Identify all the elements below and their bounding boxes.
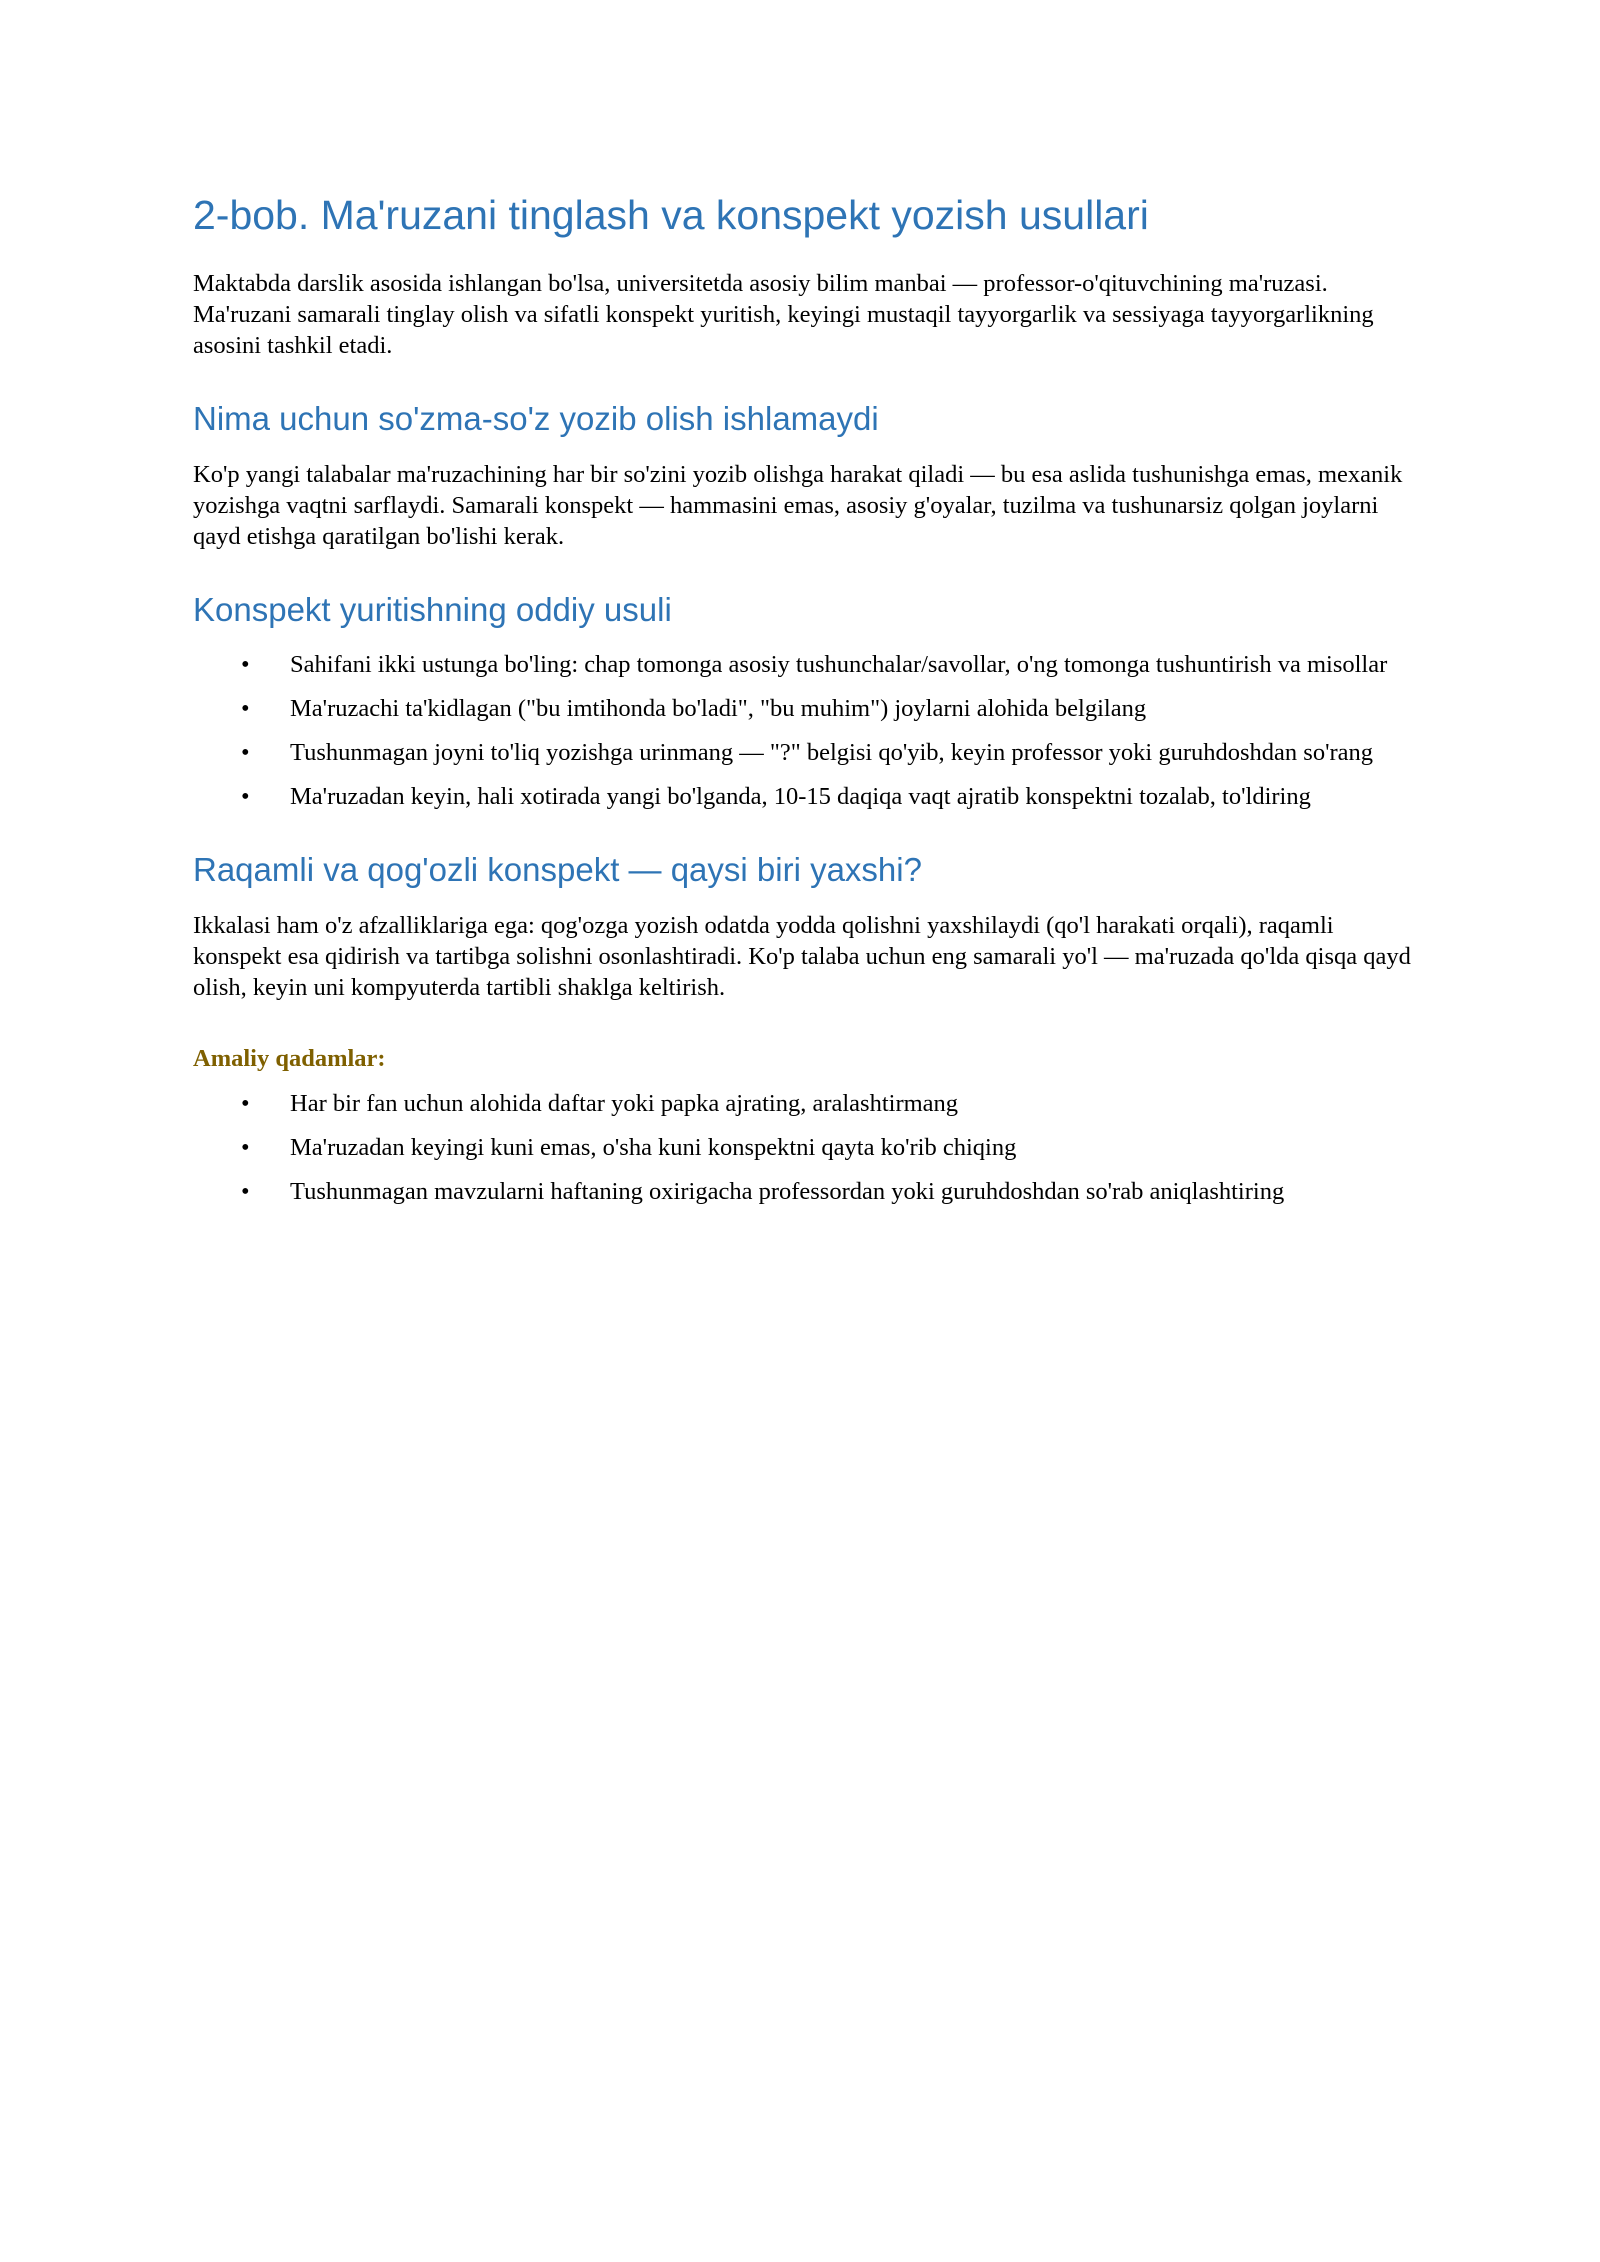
bullet-icon: •: [241, 1133, 250, 1161]
list-item: • Ma'ruzachi ta'kidlagan ("bu imtihonda bo'ladi", "bu muhim") joylarni alohida belgilang: [241, 695, 1147, 723]
section-heading-1: Nima uchun so'zma-so'z yozib olish ishlamaydi: [193, 400, 879, 438]
practical-steps-list: [193, 1088, 1413, 1207]
bullet-icon: •: [241, 695, 250, 723]
list-item: • Tushunmagan mavzularni haftaning oxirigacha professordan yoki guruhdoshdan so'rab aniqlashtiring: [241, 1177, 1285, 1205]
section-1-paragraph: Ko'p yangi talabalar ma'ruzachining har bir so'zini yozib olishga harakat qiladi — bu esa aslida tushunishga emas, mexanik yozishga vaqtni sarflaydi. Samarali konspekt — hammasini emas, asosiy g'oyalar, tuzilma va tushunarsiz qolgan joylarni qayd etishga qaratilgan bo'lishi kerak.: [193, 460, 1403, 550]
bullet-icon: •: [241, 651, 250, 679]
list-item: • Sahifani ikki ustunga bo'ling: chap tomonga asosiy tushunchalar/savollar, o'ng tomonga tushuntirish va misollar: [241, 651, 1388, 679]
method-list: [193, 649, 1413, 812]
chapter-title: 2-bob. Ma'ruzani tinglash va konspekt yozish usullari: [193, 192, 1149, 238]
section-3-paragraph: Ikkalasi ham o'z afzalliklariga ega: qog'ozga yozish odatda yodda qolishni yaxshilaydi (qo'l harakati orqali), raqamli konspekt esa qidirish va tartibga solishni osonlashtiradi. Ko'p talaba uchun eng samarali yo'l — ma'ruzada qo'lda qisqa qayd olish, keyin uni kompyuterda tartibli shaklga keltirish.: [193, 911, 1411, 1001]
list-item: • Ma'ruzadan keyingi kuni emas, o'sha kuni konspektni qayta ko'rib chiqing: [241, 1133, 1017, 1161]
list-item: • Har bir fan uchun alohida daftar yoki papka ajrating, aralashtirmang: [241, 1089, 959, 1117]
section-heading-2: Konspekt yuritishning oddiy usuli: [193, 590, 672, 628]
bullet-icon: •: [241, 1089, 250, 1117]
document-page: [193, 150, 1413, 1220]
bullet-icon: •: [241, 783, 250, 811]
list-item: • Tushunmagan joyni to'liq yozishga urinmang — "?" belgisi qo'yib, keyin professor yoki guruhdoshdan so'rang: [241, 739, 1374, 767]
bullet-icon: •: [241, 1177, 250, 1205]
practical-steps-label: Amaliy qadamlar:: [193, 1044, 386, 1072]
bullet-icon: •: [241, 739, 250, 767]
list-item: • Ma'ruzadan keyin, hali xotirada yangi bo'lganda, 10-15 daqiqa vaqt ajratib konspektni tozalab, to'ldiring: [241, 783, 1311, 811]
section-heading-3: Raqamli va qog'ozli konspekt — qaysi biri yaxshi?: [193, 851, 922, 889]
intro-paragraph: Maktabda darslik asosida ishlangan bo'lsa, universitetda asosiy bilim manbai — professor-o'qituvchining ma'ruzasi. Ma'ruzani samarali tinglay olish va sifatli konspekt yuritish, keyingi mustaqil tayyorgarlik va sessiyaga tayyorgarlikning asosini tashkil etadi.: [193, 270, 1374, 360]
